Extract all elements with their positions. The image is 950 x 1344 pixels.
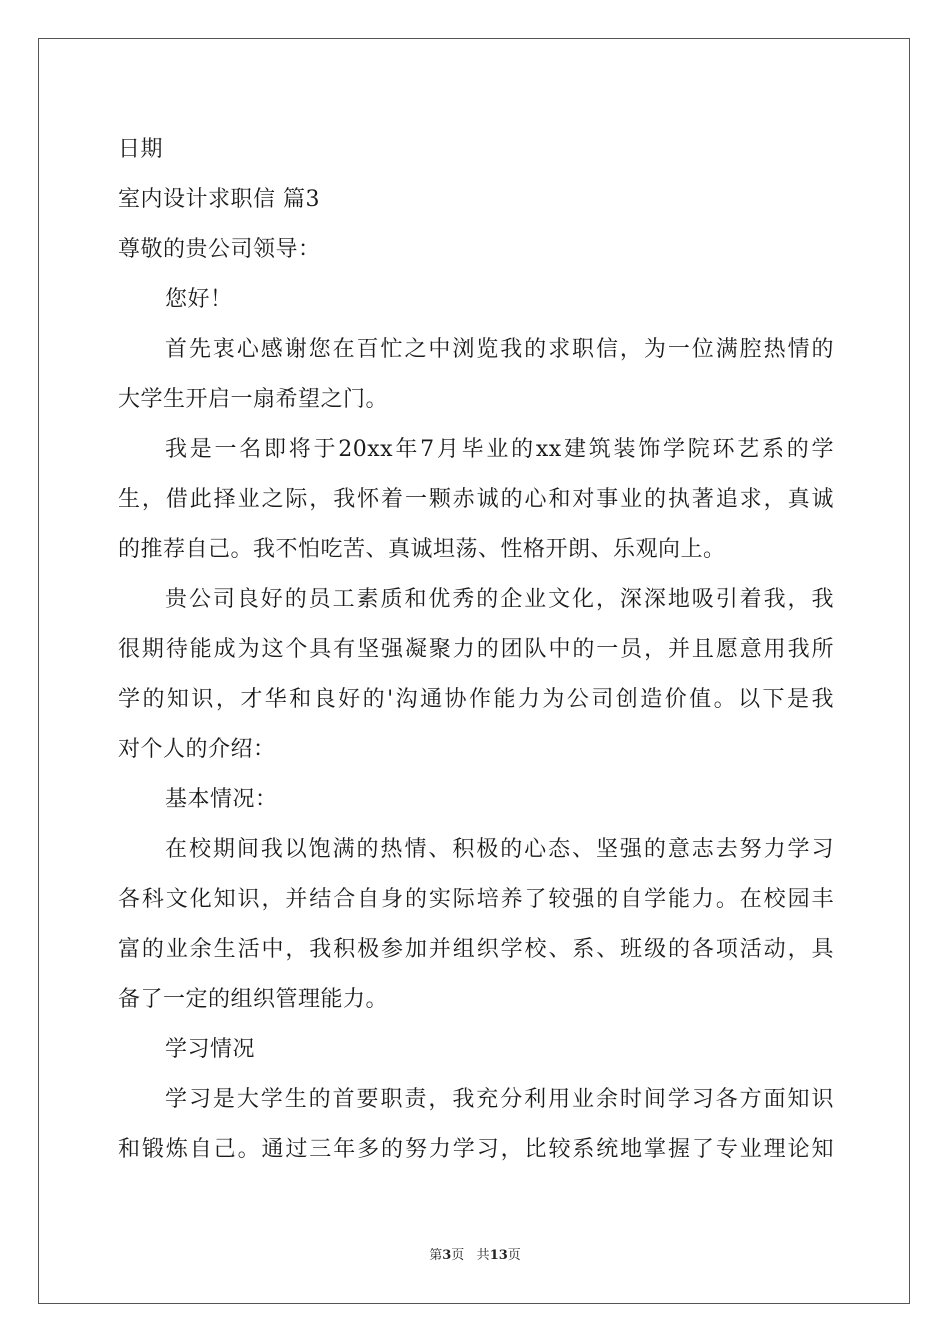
paragraph-line: 各科文化知识，并结合自身的实际培养了较强的自学能力。在校园丰 — [118, 887, 834, 912]
paragraph-line: 在校期间我以饱满的热情、积极的心态、坚强的意志去努力学习 — [165, 837, 834, 862]
total-suffix: 页 — [507, 1248, 521, 1263]
paragraph-line: 学的知识，才华和良好的'沟通协作能力为公司创造价值。以下是我 — [118, 687, 834, 712]
greeting: 您好！ — [165, 287, 233, 312]
paragraph-line: 贵公司良好的员工素质和优秀的企业文化，深深地吸引着我，我 — [165, 587, 834, 612]
total-prefix: 共 — [476, 1248, 490, 1263]
page-prefix: 第 — [429, 1248, 443, 1263]
date-line: 日期 — [118, 137, 164, 162]
paragraph-line: 和锻炼自己。通过三年多的努力学习，比较系统地掌握了专业理论知 — [118, 1137, 834, 1162]
page-number: 3 — [442, 1248, 452, 1263]
subheading-study-info: 学习情况 — [165, 1037, 256, 1062]
page-footer — [0, 1248, 950, 1264]
salutation: 尊敬的贵公司领导： — [118, 237, 321, 262]
paragraph-line: 富的业余生活中，我积极参加并组织学校、系、班级的各项活动，具 — [118, 937, 834, 962]
paragraph-line: 大学生开启一扇希望之门。 — [118, 387, 389, 412]
paragraph-line: 首先衷心感谢您在百忙之中浏览我的求职信，为一位满腔热情的 — [165, 337, 834, 362]
paragraph-line: 学习是大学生的首要职责，我充分利用业余时间学习各方面知识 — [165, 1087, 834, 1112]
paragraph-line: 对个人的介绍： — [118, 737, 276, 762]
section-heading: 室内设计求职信 篇3 — [118, 187, 320, 212]
page-suffix: 页 — [451, 1248, 465, 1263]
paragraph-line: 我是一名即将于20xx年7月毕业的xx建筑装饰学院环艺系的学 — [165, 437, 834, 462]
subheading-basic-info: 基本情况： — [165, 787, 278, 812]
paragraph-line: 备了一定的组织管理能力。 — [118, 987, 389, 1012]
page-border — [38, 38, 910, 1304]
total-pages: 13 — [489, 1248, 508, 1263]
paragraph-line: 很期待能成为这个具有坚强凝聚力的团队中的一员，并且愿意用我所 — [118, 637, 834, 662]
paragraph-line: 的推荐自己。我不怕吃苦、真诚坦荡、性格开朗、乐观向上。 — [118, 537, 726, 562]
paragraph-line: 生，借此择业之际，我怀着一颗赤诚的心和对事业的执著追求，真诚 — [118, 487, 834, 512]
